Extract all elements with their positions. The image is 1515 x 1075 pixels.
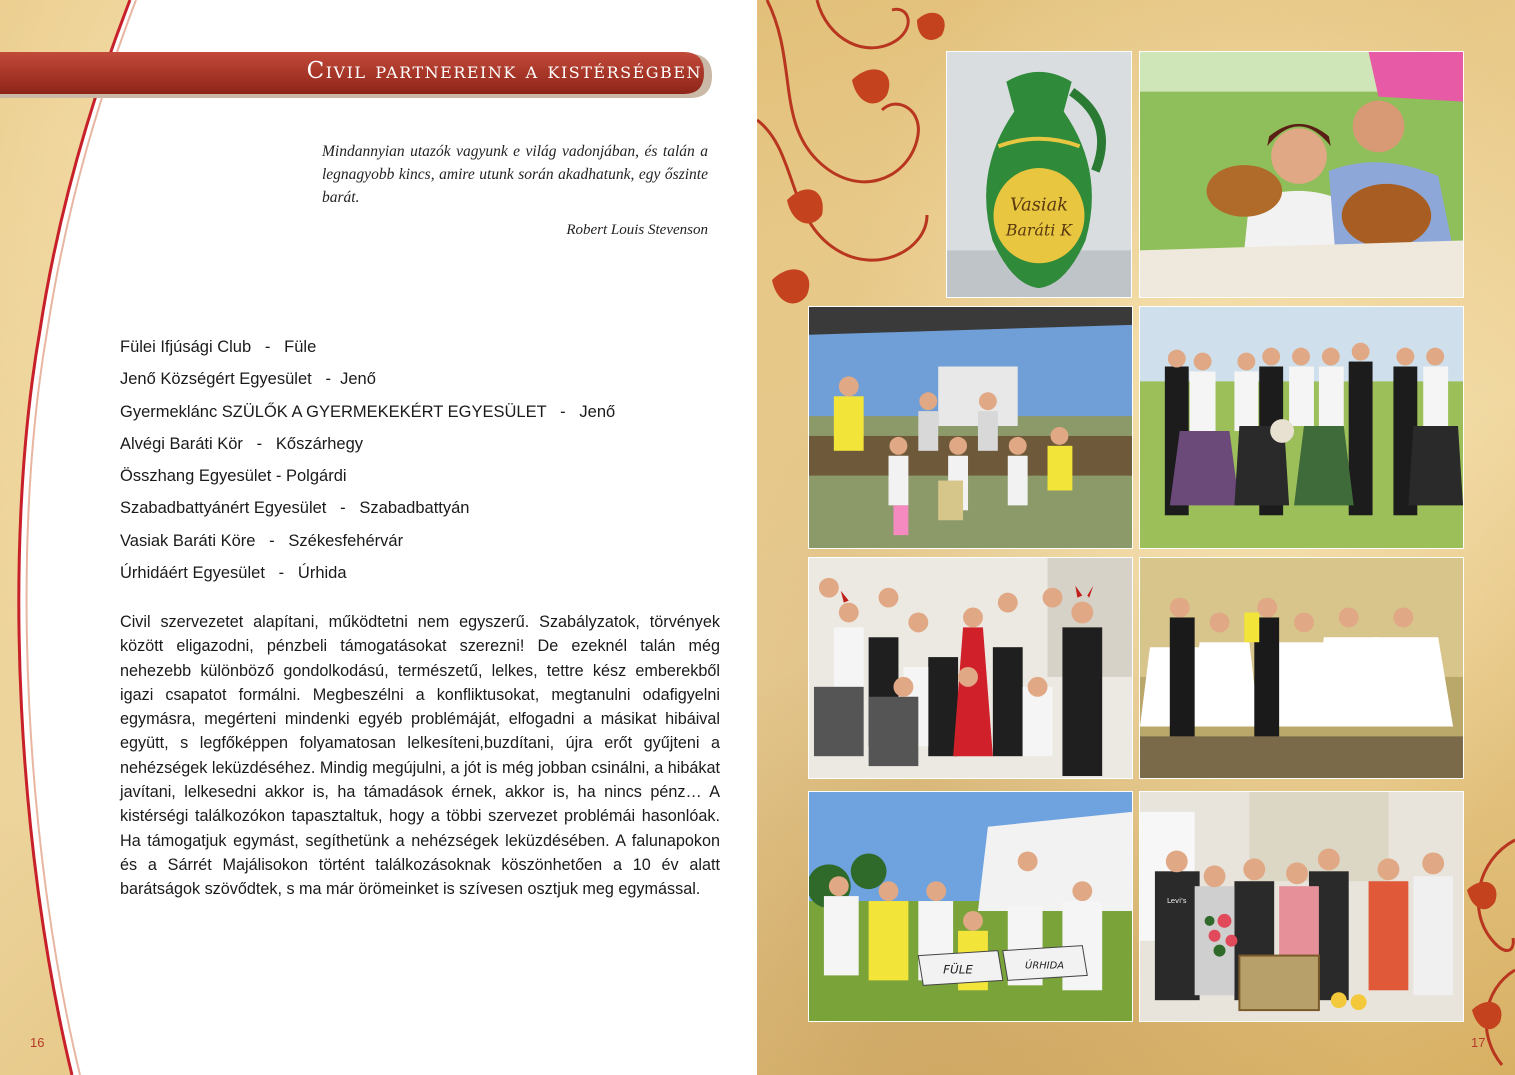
organization-item: Vasiak Baráti Köre - Székesfehérvár — [120, 531, 404, 550]
photo-couple-with-bread — [1139, 51, 1464, 298]
photo-indoor-group-with-devil-horns — [808, 557, 1133, 779]
organization-item: Fülei Ifjúsági Club - Füle — [120, 338, 317, 356]
organization-item: Úrhidáért Egyesület - Úrhida — [120, 564, 347, 583]
shirt-text: Levi's — [1166, 897, 1187, 906]
organization-item: Alvégi Baráti Kör - Kőszárhegy — [120, 434, 364, 453]
left-page — [0, 0, 757, 1075]
page-title: Civil partnereink a kistérségben — [306, 58, 702, 84]
photo-costumed-dancers — [1139, 557, 1464, 779]
organization-list — [120, 338, 615, 596]
right-page — [757, 0, 1515, 1075]
organization-item: Összhang Egyesület - Polgárdi — [120, 467, 347, 486]
organization-item: Jenő Községért Egyesület - Jenő — [120, 370, 376, 389]
swirl-ornament-top-left — [757, 0, 957, 330]
photo-folk-costume-group — [1139, 306, 1464, 549]
jug-text-line1: Vasiak — [1009, 194, 1069, 216]
sign-fule: FÜLE — [943, 962, 973, 977]
quote-author: Robert Louis Stevenson — [566, 222, 708, 238]
page-number-right: 17 — [1471, 1035, 1486, 1050]
quote-text: Mindannyian utazók vagyunk e világ vadonjában, és talán a legnagyobb kincs, amire utunk során akadhatunk, egy őszinte barát. — [322, 143, 708, 206]
photo-indoor-group-with-flowers — [1139, 791, 1464, 1022]
organization-item: Gyermeklánc SZÜLŐK A GYERMEKEKÉRT EGYESÜLET - Jenő — [120, 402, 616, 421]
sign-urhida: ÚRHIDA — [1025, 960, 1065, 972]
photo-outdoor-group-with-signs — [808, 791, 1133, 1022]
jug-text-line2: Baráti K — [1005, 220, 1073, 240]
page-number-left: 16 — [30, 1035, 45, 1050]
photo-ceramic-jug — [946, 51, 1132, 298]
organization-item: Szabadbattyánért Egyesület - Szabadbattyán — [120, 499, 470, 518]
photo-group-at-stage — [808, 306, 1133, 549]
body-paragraph: Civil szervezetet alapítani, működtetni nem egyszerű. Szabályzatok, törvények között eligazodni, pénzbeli támogatásokat szerezni! De ezeknél talán még nehezebb különböző gondolkodású, természetű, lelkes, tettre kész emberekből igazi csapatot formálni. Megbeszélni a konfliktusokat, megtanulni odafigyelni egymásra, megérteni mindenki egyéb problémáját, elfogadni a másikat hibáival együtt, s legfőképpen folyamatosan lelkesíteni,buzdítani, újra erőt gyűjteni a nehézségek leküzdéséhez. Mindig megújulni, a jót is még jobban csinálni, a hibákat javítani, lelkesedni akkor is, ha támadások érnek, akkor is, ha nincs pénz… A kistérségi találkozókon tapasztaltuk, hogy a többi szervezet problémái hasonlóak. Ha támogatjuk egymást, segíthetünk a nehézségek leküzdésében. A falunapokon és a Sárrét Majálisokon történt találkozásoknak köszönhetően a 10 év alatt barátságok szövődtek, s ma már örömeinket is szívesen osztjuk meg egymással. — [120, 613, 720, 899]
